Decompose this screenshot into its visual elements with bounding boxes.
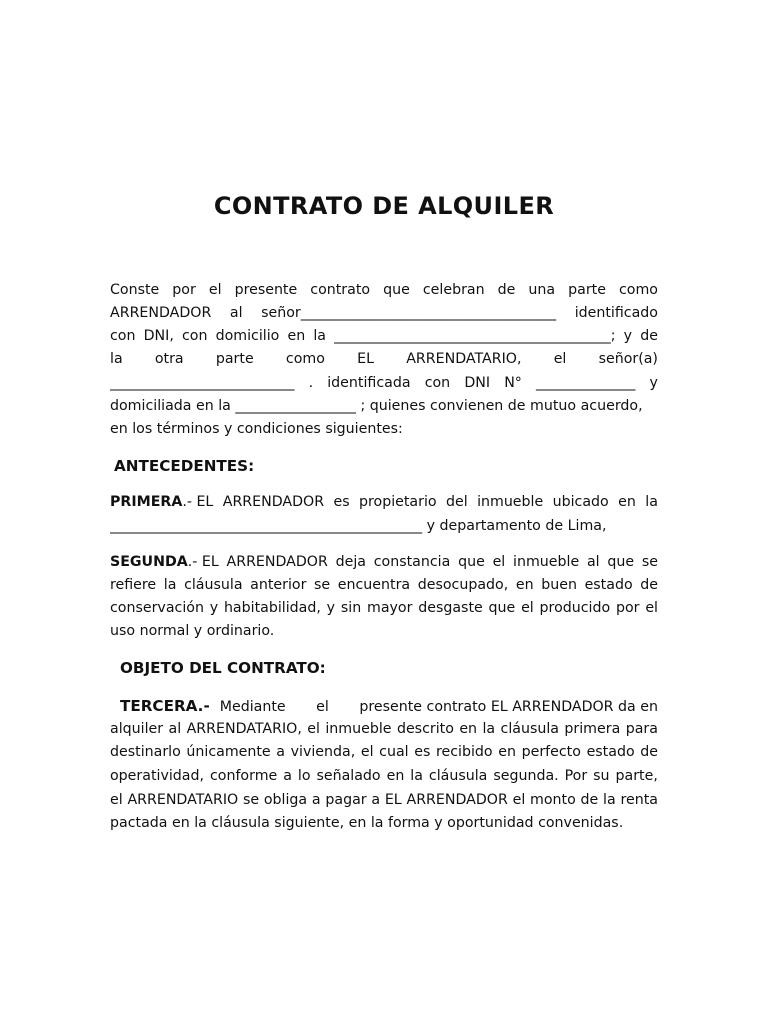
word: la — [313, 328, 326, 344]
word: alquiler — [110, 721, 164, 737]
word: domiciliada en la _________________ ; quienes convienen de mutuo acuerdo, — [110, 398, 643, 414]
segunda-line-4 — [110, 620, 658, 642]
word: recibido — [435, 744, 493, 760]
tercera-line-5 — [110, 789, 658, 811]
tercera-line-6-text: pactada en la cláusula siguiente, en la forma y oportunidad convenidas. — [110, 815, 624, 831]
word: parte — [568, 282, 606, 298]
word: la — [110, 351, 123, 367]
word: ARRENDATARIO, — [406, 351, 522, 367]
word: desgaste — [418, 600, 483, 616]
word: se — [641, 554, 658, 570]
word: Por — [564, 768, 588, 784]
tercera-line-1 — [110, 695, 658, 717]
word: lo — [297, 768, 311, 784]
word: primera — [564, 721, 621, 737]
word: señor____________________________________ — [261, 305, 557, 321]
word: identificada — [327, 375, 411, 391]
word: a — [311, 792, 321, 808]
word: sin — [340, 600, 362, 616]
word: y — [623, 328, 633, 344]
word: presente contrato EL ARRENDADOR da en — [359, 699, 658, 715]
word: identificado — [574, 305, 658, 321]
word: __________________________ — [110, 375, 295, 391]
word: del — [445, 494, 468, 510]
word: de — [497, 282, 516, 298]
word: operatividad, — [110, 768, 204, 784]
word: inmueble — [325, 721, 392, 737]
word: otra — [154, 351, 184, 367]
primera-line-1-rest — [182, 491, 658, 513]
word: producido — [539, 600, 611, 616]
word: la — [482, 721, 496, 737]
word: el — [553, 351, 567, 367]
intro-line-6 — [110, 395, 658, 417]
segunda-line-1-rest — [188, 551, 658, 573]
word: obliga — [263, 792, 308, 808]
word: a — [371, 792, 381, 808]
word: su — [593, 768, 610, 784]
word: señalado — [316, 768, 381, 784]
word: ARRENDADOR — [110, 305, 212, 321]
word: señor(a) — [598, 351, 658, 367]
word: domicilio — [215, 328, 280, 344]
word: al — [229, 305, 243, 321]
word: ARRENDADOR — [406, 792, 508, 808]
word: el — [645, 600, 658, 616]
intro-line-2 — [110, 302, 658, 324]
word: en — [618, 494, 636, 510]
word: de — [640, 577, 658, 593]
word: y — [209, 600, 219, 616]
document-title: CONTRATO DE ALQUILER — [213, 192, 555, 220]
tercera-line-2 — [110, 718, 658, 740]
segunda-label: SEGUNDA — [110, 554, 188, 570]
word: .- EL — [182, 494, 214, 510]
word: parte — [215, 351, 254, 367]
heading-antecedentes: ANTECEDENTES: — [114, 457, 255, 475]
word: habitabilidad, — [223, 600, 321, 616]
word: perfecto — [521, 744, 581, 760]
word: con — [110, 328, 136, 344]
word: es — [414, 744, 431, 760]
word: EL — [357, 351, 374, 367]
segunda-line-3 — [110, 597, 658, 619]
word: al — [586, 554, 600, 570]
word: a — [283, 768, 292, 784]
word: que — [458, 554, 485, 570]
word: segunda. — [493, 768, 559, 784]
heading-objeto: OBJETO DEL CONTRATO: — [120, 659, 326, 677]
word: en — [498, 744, 516, 760]
word: el — [360, 744, 374, 760]
primera-line-1 — [110, 491, 658, 513]
word: que — [488, 600, 516, 616]
word: el — [208, 282, 222, 298]
word: presente — [234, 282, 298, 298]
word: el — [307, 721, 320, 737]
intro-line-4 — [110, 348, 658, 370]
intro-line-1 — [110, 279, 658, 301]
word: destinarlo — [110, 744, 181, 760]
word: la — [410, 768, 423, 784]
word: la — [163, 577, 177, 593]
word: el — [512, 792, 526, 808]
word: que — [383, 282, 410, 298]
word: monto — [530, 792, 576, 808]
word: con — [424, 375, 451, 391]
word: estado — [584, 577, 633, 593]
primera-line-2-text: ____________________________________________ y departamento de Lima, — [110, 518, 607, 534]
intro-line-7-text: en los términos y condiciones siguientes: — [110, 421, 403, 437]
word: parte, — [615, 768, 658, 784]
intro-line-3 — [110, 325, 658, 347]
word: y — [326, 600, 336, 616]
word: en — [459, 721, 478, 737]
intro-line-5 — [110, 372, 658, 394]
word: estado — [586, 744, 635, 760]
word: pagar — [325, 792, 367, 808]
word: de — [640, 744, 658, 760]
segunda-line-2 — [110, 574, 658, 596]
word: de — [640, 328, 658, 344]
word: por — [172, 282, 196, 298]
word: _______________________________________; — [334, 328, 616, 344]
primera-label: PRIMERA — [110, 494, 183, 510]
word: Mediante — [219, 699, 286, 715]
word: en — [386, 768, 405, 784]
word: constancia — [373, 554, 451, 570]
word: el — [110, 792, 123, 808]
word: inmueble — [513, 554, 580, 570]
segunda-line-4-text: uso normal y ordinario. — [110, 623, 275, 639]
word: ______________ — [536, 375, 636, 391]
word: ARRENDATARIO — [127, 792, 239, 808]
word: celebran — [422, 282, 485, 298]
word: como — [618, 282, 658, 298]
word: . — [308, 375, 314, 391]
word: una — [528, 282, 556, 298]
word: cláusula — [500, 721, 559, 737]
word: EL — [384, 792, 402, 808]
word: N° — [504, 375, 522, 391]
tercera-line-3 — [110, 741, 658, 763]
word: en — [287, 328, 306, 344]
word: conforme — [209, 768, 278, 784]
tercera-line-4 — [110, 765, 658, 787]
word: propietario — [358, 494, 437, 510]
word: DNI, — [143, 328, 174, 344]
word: a — [276, 744, 285, 760]
word: por — [615, 600, 640, 616]
word: ubicado — [552, 494, 609, 510]
word: anterior — [250, 577, 307, 593]
word: el — [521, 600, 534, 616]
word: buen — [541, 577, 577, 593]
word: de — [580, 792, 599, 808]
word: se — [314, 577, 331, 593]
word: vivienda, — [290, 744, 356, 760]
word: la — [645, 494, 658, 510]
word: desocupado, — [417, 577, 509, 593]
word: contrato — [310, 282, 371, 298]
word: mayor — [367, 600, 413, 616]
word: ARRENDADOR — [226, 554, 328, 570]
word: deja — [335, 554, 366, 570]
word: con — [181, 328, 208, 344]
word: para — [625, 721, 658, 737]
word: como — [285, 351, 325, 367]
word: es — [333, 494, 350, 510]
word: conservación — [110, 600, 204, 616]
word: renta — [620, 792, 658, 808]
word: en — [515, 577, 534, 593]
word: .- EL — [187, 554, 219, 570]
word: se — [242, 792, 260, 808]
word: la — [603, 792, 616, 808]
word: encuentra — [337, 577, 411, 593]
word: cláusula — [428, 768, 488, 784]
word: ARRENDATARIO, — [186, 721, 302, 737]
word: DNI — [464, 375, 491, 391]
tercera-label: TERCERA.- — [120, 697, 210, 715]
word: cláusula — [184, 577, 243, 593]
word: inmueble — [477, 494, 544, 510]
word: que — [607, 554, 635, 570]
word: al — [168, 721, 182, 737]
primera-line-2 — [110, 515, 658, 537]
word: cual — [379, 744, 409, 760]
word: Conste — [110, 282, 160, 298]
word: refiere — [110, 577, 157, 593]
word: y — [649, 375, 658, 391]
word: el — [316, 699, 329, 715]
word: el — [492, 554, 506, 570]
tercera-line-6 — [110, 812, 658, 834]
segunda-line-1 — [110, 551, 658, 573]
word: descrito — [396, 721, 454, 737]
intro-line-7 — [110, 418, 658, 440]
tercera-line-1-rest — [210, 696, 658, 717]
word: ARRENDADOR — [222, 494, 325, 510]
word: únicamente — [186, 744, 271, 760]
